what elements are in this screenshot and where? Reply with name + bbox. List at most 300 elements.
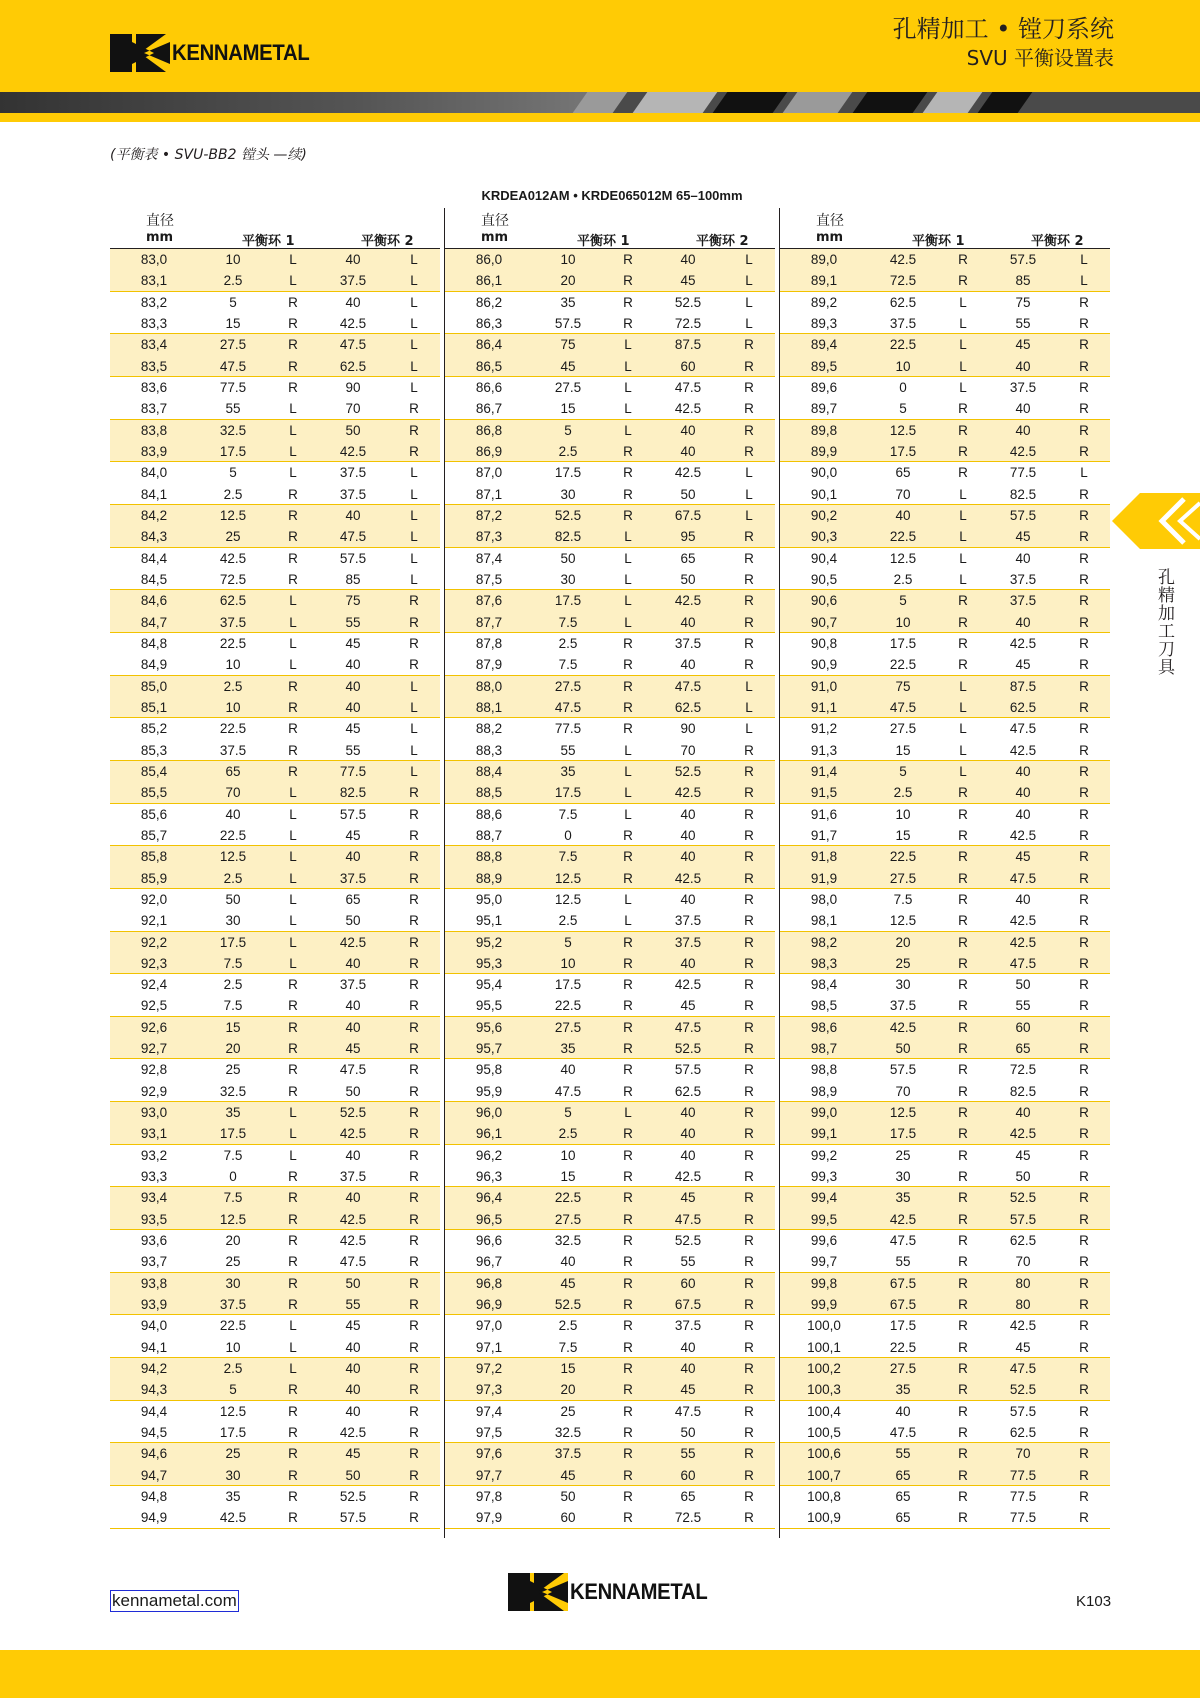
diameter-cell: 98,9 [810, 1083, 838, 1099]
diameter-cell: 94,1 [140, 1339, 168, 1355]
ring2-value-cell: 42.5 [339, 934, 367, 950]
ring2-value-cell: 62.5 [1009, 1233, 1037, 1249]
ring1-value-cell: 65 [895, 1510, 911, 1526]
header-ring1: 平衡环 1 [577, 234, 630, 249]
table-row [780, 932, 1110, 953]
ring1-side-cell: L [624, 529, 632, 545]
table-row [445, 1102, 775, 1123]
ring1-side-cell: R [623, 1041, 633, 1057]
ring1-value-cell: 57.5 [889, 1062, 917, 1078]
ring2-value-cell: 50 [345, 422, 361, 438]
table-row [110, 995, 440, 1016]
ring1-value-cell: 5 [229, 465, 237, 481]
header-ring2: 平衡环 2 [696, 234, 749, 249]
ring1-side-cell: R [288, 1403, 298, 1419]
ring2-side-cell: L [410, 294, 418, 310]
ring2-side-cell: R [1079, 657, 1089, 673]
diameter-cell: 99,0 [810, 1105, 838, 1121]
table-row [445, 1166, 775, 1187]
table-row [110, 505, 440, 526]
diameter-cell: 83,7 [140, 401, 168, 417]
ring2-value-cell: 40 [1015, 422, 1031, 438]
table-row [110, 953, 440, 974]
diameter-cell: 83,5 [140, 358, 168, 374]
ring1-value-cell: 12.5 [219, 849, 247, 865]
ring2-side-cell: R [1079, 763, 1089, 779]
table-row [445, 1059, 775, 1080]
ring1-side-cell: L [624, 763, 632, 779]
ring1-side-cell: R [958, 1105, 968, 1121]
ring1-value-cell: 2.5 [223, 870, 243, 886]
ring2-value-cell: 42.5 [674, 870, 702, 886]
ring2-value-cell: 40 [680, 849, 696, 865]
table-row [445, 1337, 775, 1358]
diameter-cell: 89,9 [810, 443, 838, 459]
ring1-value-cell: 12.5 [219, 1403, 247, 1419]
table-row [445, 910, 775, 931]
ring2-value-cell: 52.5 [339, 1489, 367, 1505]
table-row [110, 1315, 440, 1336]
ring2-value-cell: 52.5 [674, 1041, 702, 1057]
ring2-side-cell: R [1079, 1105, 1089, 1121]
ring2-side-cell: R [409, 913, 419, 929]
ring2-side-cell: R [744, 1297, 754, 1313]
ring1-value-cell: 30 [895, 1169, 911, 1185]
ring1-side-cell: R [288, 1382, 298, 1398]
table-row [110, 462, 440, 483]
ring2-value-cell: 42.5 [339, 1425, 367, 1441]
header-diameter: 直径 [481, 213, 509, 229]
ring2-value-cell: 40 [345, 1382, 361, 1398]
diameter-cell: 84,0 [140, 465, 168, 481]
table-row [110, 761, 440, 782]
table-row [445, 1358, 775, 1379]
table-row [110, 1102, 440, 1123]
ring2-value-cell: 47.5 [1009, 870, 1037, 886]
table-row [445, 356, 775, 377]
ring2-side-cell: R [744, 1190, 754, 1206]
ring2-side-cell: R [1079, 891, 1089, 907]
ring1-side-cell: L [959, 699, 967, 715]
ring1-side-cell: L [959, 294, 967, 310]
diameter-cell: 86,8 [475, 422, 503, 438]
ring2-value-cell: 65 [680, 1489, 696, 1505]
diameter-cell: 85,2 [140, 721, 168, 737]
table-row [445, 889, 775, 910]
ring2-side-cell: R [1079, 1211, 1089, 1227]
ring2-value-cell: 40 [680, 1126, 696, 1142]
table-row [780, 334, 1110, 355]
diameter-cell: 89,7 [810, 401, 838, 417]
diameter-cell: 93,3 [140, 1169, 168, 1185]
table-row [110, 1379, 440, 1400]
ring1-side-cell: R [958, 1062, 968, 1078]
diameter-cell: 92,8 [140, 1062, 168, 1078]
table-row [445, 548, 775, 569]
ring2-side-cell: R [1079, 1254, 1089, 1270]
diameter-cell: 90,6 [810, 593, 838, 609]
diameter-cell: 93,7 [140, 1254, 168, 1270]
ring2-value-cell: 52.5 [1009, 1382, 1037, 1398]
ring1-side-cell: R [623, 1190, 633, 1206]
diameter-cell: 95,1 [475, 913, 503, 929]
diameter-cell: 92,6 [140, 1019, 168, 1035]
diameter-cell: 85,1 [140, 699, 168, 715]
ring2-side-cell: L [410, 699, 418, 715]
ring1-value-cell: 22.5 [219, 635, 247, 651]
table-row [445, 1251, 775, 1272]
ring1-value-cell: 27.5 [554, 379, 582, 395]
ring1-value-cell: 7.5 [223, 1147, 243, 1163]
table-row [780, 761, 1110, 782]
ring2-side-cell: R [409, 1339, 419, 1355]
ring2-value-cell: 90 [680, 721, 696, 737]
ring2-side-cell: R [1079, 1169, 1089, 1185]
ring2-value-cell: 37.5 [339, 1169, 367, 1185]
table-row [780, 569, 1110, 590]
ring1-value-cell: 40 [560, 1254, 576, 1270]
ring1-value-cell: 7.5 [558, 806, 578, 822]
ring1-side-cell: L [289, 1105, 297, 1121]
diameter-cell: 91,0 [810, 678, 838, 694]
diameter-cell: 99,7 [810, 1254, 838, 1270]
ring1-value-cell: 2.5 [223, 486, 243, 502]
diameter-cell: 84,6 [140, 593, 168, 609]
ring1-value-cell: 10 [225, 657, 241, 673]
ring2-value-cell: 45 [680, 1190, 696, 1206]
diameter-cell: 85,6 [140, 806, 168, 822]
ring2-side-cell: L [1080, 465, 1088, 481]
ring2-side-cell: L [745, 294, 753, 310]
ring2-value-cell: 57.5 [1009, 1211, 1037, 1227]
ring1-value-cell: 42.5 [889, 1019, 917, 1035]
header-row [445, 228, 775, 249]
ring2-side-cell: R [1079, 955, 1089, 971]
header-row [445, 208, 775, 228]
diameter-cell: 98,8 [810, 1062, 838, 1078]
table-row [780, 782, 1110, 803]
ring2-side-cell: R [744, 955, 754, 971]
diameter-cell: 84,2 [140, 507, 168, 523]
ring1-value-cell: 17.5 [554, 593, 582, 609]
ring2-value-cell: 40 [680, 955, 696, 971]
ring2-value-cell: 45 [345, 827, 361, 843]
ring1-value-cell: 47.5 [889, 699, 917, 715]
header-yellow-rule [0, 113, 1200, 122]
ring1-value-cell: 22.5 [889, 337, 917, 353]
ring1-side-cell: R [288, 486, 298, 502]
diameter-cell: 91,7 [810, 827, 838, 843]
ring2-value-cell: 72.5 [1009, 1062, 1037, 1078]
table-row [780, 505, 1110, 526]
ring1-side-cell: L [289, 635, 297, 651]
table-row [445, 995, 775, 1016]
ring1-value-cell: 35 [895, 1190, 911, 1206]
table-row [110, 932, 440, 953]
table-row [445, 484, 775, 505]
ring2-side-cell: R [409, 1446, 419, 1462]
ring1-side-cell: R [958, 806, 968, 822]
header-mm: mm [481, 230, 509, 245]
ring1-side-cell: R [288, 1446, 298, 1462]
ring2-value-cell: 60 [680, 1467, 696, 1483]
table-row [110, 846, 440, 867]
ring1-side-cell: R [288, 1233, 298, 1249]
table-caption: (平衡表 • SVU-BB2 镗头 —续) [110, 147, 307, 163]
table-row [110, 1123, 440, 1144]
ring2-value-cell: 42.5 [1009, 742, 1037, 758]
ring1-side-cell: L [289, 657, 297, 673]
table-row [780, 1059, 1110, 1080]
ring1-side-cell: R [623, 1019, 633, 1035]
ring1-side-cell: R [623, 1147, 633, 1163]
diameter-cell: 98,6 [810, 1019, 838, 1035]
table-row [110, 1230, 440, 1251]
ring2-side-cell: R [1079, 1126, 1089, 1142]
ring1-side-cell: R [288, 1467, 298, 1483]
diameter-cell: 87,1 [475, 486, 503, 502]
ring1-value-cell: 2.5 [558, 1126, 578, 1142]
ring1-value-cell: 37.5 [554, 1446, 582, 1462]
ring2-value-cell: 87.5 [674, 337, 702, 353]
table-row [110, 292, 440, 313]
diameter-cell: 89,4 [810, 337, 838, 353]
ring2-side-cell: L [410, 742, 418, 758]
ring2-side-cell: R [1079, 401, 1089, 417]
ring1-side-cell: R [623, 1318, 633, 1334]
header-ring2: 平衡环 2 [1031, 234, 1084, 249]
ring1-side-cell: R [288, 1510, 298, 1526]
table-row [110, 441, 440, 462]
table-row [445, 1187, 775, 1208]
ring2-side-cell: R [744, 1446, 754, 1462]
ring2-value-cell: 42.5 [339, 1126, 367, 1142]
table-row [110, 334, 440, 355]
ring2-side-cell: R [1079, 1019, 1089, 1035]
ring2-value-cell: 85 [345, 571, 361, 587]
ring2-side-cell: L [745, 315, 753, 331]
ring1-value-cell: 70 [895, 486, 911, 502]
ring2-value-cell: 40 [1015, 1105, 1031, 1121]
ring1-value-cell: 52.5 [554, 1297, 582, 1313]
ring1-value-cell: 22.5 [219, 827, 247, 843]
ring1-value-cell: 7.5 [223, 998, 243, 1014]
table-row [780, 868, 1110, 889]
table-row [780, 484, 1110, 505]
ring1-value-cell: 22.5 [554, 998, 582, 1014]
ring2-value-cell: 37.5 [674, 635, 702, 651]
ring1-value-cell: 65 [895, 1489, 911, 1505]
table-row [780, 1145, 1110, 1166]
ring1-value-cell: 5 [899, 593, 907, 609]
table-row [445, 1507, 775, 1528]
ring2-side-cell: R [409, 593, 419, 609]
diameter-cell: 91,6 [810, 806, 838, 822]
ring1-value-cell: 17.5 [554, 977, 582, 993]
ring1-value-cell: 10 [895, 614, 911, 630]
ring2-side-cell: L [410, 571, 418, 587]
ring1-value-cell: 35 [225, 1105, 241, 1121]
table-row [445, 1401, 775, 1422]
ring2-value-cell: 40 [345, 849, 361, 865]
ring1-side-cell: R [623, 1211, 633, 1227]
header-diameter: 直径 [816, 213, 844, 229]
ring1-side-cell: L [289, 1339, 297, 1355]
ring1-side-cell: R [958, 1403, 968, 1419]
ring1-side-cell: L [624, 913, 632, 929]
diameter-cell: 95,7 [475, 1041, 503, 1057]
ring1-value-cell: 10 [225, 1339, 241, 1355]
ring2-side-cell: R [744, 1425, 754, 1441]
ring1-side-cell: L [624, 401, 632, 417]
diameter-cell: 86,9 [475, 443, 503, 459]
table-row [780, 697, 1110, 718]
table-row [780, 1038, 1110, 1059]
ring1-value-cell: 15 [225, 315, 241, 331]
ring2-side-cell: R [1079, 1083, 1089, 1099]
ring1-value-cell: 17.5 [219, 934, 247, 950]
table-row [780, 1379, 1110, 1400]
table-row [780, 377, 1110, 398]
table-row [110, 804, 440, 825]
ring1-side-cell: L [624, 806, 632, 822]
ring2-side-cell: R [1079, 1425, 1089, 1441]
ring2-side-cell: R [409, 849, 419, 865]
ring1-side-cell: L [289, 870, 297, 886]
ring2-side-cell: R [1079, 593, 1089, 609]
k-logo-icon [110, 34, 170, 72]
ring1-side-cell: R [288, 1211, 298, 1227]
table-row [110, 1081, 440, 1102]
ring1-value-cell: 47.5 [554, 699, 582, 715]
ring1-value-cell: 20 [895, 934, 911, 950]
ring1-value-cell: 10 [225, 699, 241, 715]
ring2-side-cell: R [744, 1467, 754, 1483]
ring2-value-cell: 45 [1015, 337, 1031, 353]
table-row [110, 526, 440, 547]
ring2-value-cell: 95 [680, 529, 696, 545]
diameter-cell: 94,7 [140, 1467, 168, 1483]
ring2-value-cell: 42.5 [674, 465, 702, 481]
table-row [110, 974, 440, 995]
ring2-side-cell: L [410, 358, 418, 374]
ring1-value-cell: 12.5 [554, 891, 582, 907]
diameter-cell: 97,0 [475, 1318, 503, 1334]
ring1-side-cell: R [623, 955, 633, 971]
table-row [110, 1059, 440, 1080]
table-row [780, 1486, 1110, 1507]
ring1-value-cell: 12.5 [889, 550, 917, 566]
diameter-cell: 96,3 [475, 1169, 503, 1185]
ring1-side-cell: L [289, 955, 297, 971]
diameter-cell: 98,3 [810, 955, 838, 971]
ring2-value-cell: 62.5 [674, 699, 702, 715]
table-row [445, 292, 775, 313]
header-row [780, 228, 1110, 249]
ring1-value-cell: 30 [225, 1275, 241, 1291]
ring1-side-cell: R [623, 827, 633, 843]
ring2-value-cell: 67.5 [674, 507, 702, 523]
ring2-side-cell: L [745, 465, 753, 481]
ring2-side-cell: R [409, 443, 419, 459]
ring2-side-cell: R [409, 1190, 419, 1206]
ring1-value-cell: 17.5 [219, 443, 247, 459]
ring1-side-cell: R [288, 977, 298, 993]
ring1-value-cell: 22.5 [219, 1318, 247, 1334]
ring2-value-cell: 42.5 [1009, 1318, 1037, 1334]
table-row [780, 356, 1110, 377]
ring1-side-cell: R [958, 657, 968, 673]
ring1-value-cell: 55 [560, 742, 576, 758]
diameter-cell: 86,1 [475, 273, 503, 289]
ring1-side-cell: R [958, 1382, 968, 1398]
ring1-side-cell: L [289, 252, 297, 267]
ring2-value-cell: 77.5 [339, 763, 367, 779]
diameter-cell: 87,4 [475, 550, 503, 566]
ring1-value-cell: 7.5 [893, 891, 913, 907]
ring2-value-cell: 47.5 [1009, 721, 1037, 737]
ring1-side-cell: R [958, 785, 968, 801]
ring1-value-cell: 20 [560, 273, 576, 289]
diameter-cell: 89,6 [810, 379, 838, 395]
diameter-cell: 86,6 [475, 379, 503, 395]
ring1-side-cell: L [289, 1361, 297, 1377]
ring2-value-cell: 40 [1015, 401, 1031, 417]
ring2-side-cell: R [1079, 806, 1089, 822]
ring2-side-cell: R [744, 1169, 754, 1185]
website-link[interactable]: kennametal.com [112, 1591, 237, 1610]
ring2-side-cell: R [409, 1019, 419, 1035]
diameter-cell: 85,5 [140, 785, 168, 801]
ring1-side-cell: R [288, 742, 298, 758]
ring2-value-cell: 40 [680, 806, 696, 822]
ring1-value-cell: 5 [229, 294, 237, 310]
ring1-value-cell: 27.5 [554, 1211, 582, 1227]
ring2-side-cell: R [744, 1211, 754, 1227]
ring2-side-cell: L [745, 721, 753, 737]
ring2-side-cell: R [1079, 1062, 1089, 1078]
diameter-cell: 96,8 [475, 1275, 503, 1291]
ring2-value-cell: 50 [1015, 1169, 1031, 1185]
ring1-value-cell: 70 [225, 785, 241, 801]
diameter-cell: 97,9 [475, 1510, 503, 1526]
ring2-value-cell: 52.5 [674, 763, 702, 779]
ring1-value-cell: 40 [560, 1062, 576, 1078]
ring1-side-cell: L [959, 358, 967, 374]
ring1-value-cell: 70 [895, 1083, 911, 1099]
diameter-cell: 83,8 [140, 422, 168, 438]
ring2-side-cell: R [409, 1105, 419, 1121]
diameter-cell: 93,1 [140, 1126, 168, 1142]
diameter-cell: 85,7 [140, 827, 168, 843]
ring2-side-cell: R [744, 635, 754, 651]
diameter-cell: 95,2 [475, 934, 503, 950]
diameter-cell: 99,3 [810, 1169, 838, 1185]
diameter-cell: 97,6 [475, 1446, 503, 1462]
ring2-value-cell: 50 [345, 1083, 361, 1099]
ring2-side-cell: R [744, 998, 754, 1014]
ring1-value-cell: 67.5 [889, 1297, 917, 1313]
ring1-side-cell: R [288, 699, 298, 715]
ring2-value-cell: 47.5 [1009, 955, 1037, 971]
ring2-side-cell: R [409, 1318, 419, 1334]
ring1-side-cell: R [288, 294, 298, 310]
diameter-cell: 96,9 [475, 1297, 503, 1313]
ring2-value-cell: 72.5 [674, 315, 702, 331]
ring1-value-cell: 7.5 [223, 1190, 243, 1206]
ring2-side-cell: R [409, 1211, 419, 1227]
chevron-left-icon [1112, 493, 1200, 549]
